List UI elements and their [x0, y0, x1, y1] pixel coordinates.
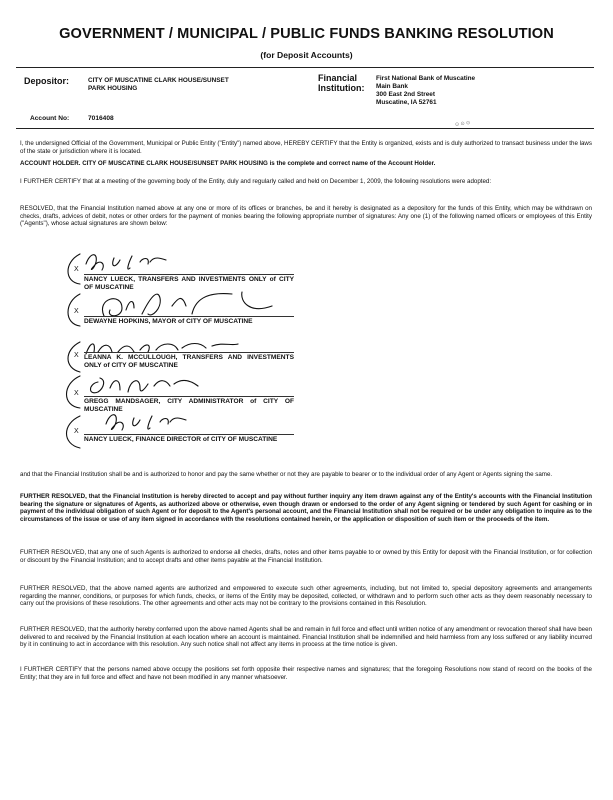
official-stamp: ⊙ ⊙ ⊙	[454, 119, 471, 129]
certify-paragraph: I, the undersigned Official of the Government, Municipal or Public Entity ("Entity") named above, HEREBY CERTIFY that the Entity is organized, exists and is duly authorized to transact business under the laws of the state or jurisdiction where it is located.	[20, 140, 592, 155]
signature-4-line	[84, 396, 294, 397]
further-resolved-accept-pay	[20, 493, 592, 523]
institution-label-2: Institution:	[318, 83, 365, 93]
signature-4-mark: X	[74, 390, 79, 397]
further-resolved-authority: FURTHER RESOLVED, that the authority hereby conferred upon the above named Agents shall be and remain in full force and effect until written notice of any amendment or revocation thereof shall have been delivered to and received by the Financial Institution at each location where an account is maintained. Financial Institution shall be indemnified and held harmless from any loss suffered or any liability incurred by it in continuing to act in accordance with this resolution. Any such notice shall not affect any items in process at the time notice is given.	[20, 626, 592, 649]
header-top-rule	[16, 67, 594, 68]
signature-3-line	[84, 352, 294, 353]
signature-1-line	[84, 274, 294, 275]
header-bottom-rule	[16, 128, 594, 129]
institution-line-2: Main Bank	[376, 83, 408, 90]
further-resolved-endorse: FURTHER RESOLVED, that any one of such Agents is authorized to endorse all checks, drafts, notes and other items payable to or owned by this Entity for deposit with the Financial Institution, or for collection or discount by the Financial Institution; and to accept drafts and other items payable at the Financial Institution.	[20, 549, 592, 564]
account-holder-paragraph: ACCOUNT HOLDER. CITY OF MUSCATINE CLARK HOUSE/SUNSET PARK HOUSING is the complete and correct name of the Account Holder.	[20, 160, 436, 167]
institution-line-1: First National Bank of Muscatine	[376, 75, 476, 82]
signatory-3-name: LEANNA K. MCCULLOUGH, TRANSFERS AND INVESTMENTS ONLY of CITY OF MUSCATINE	[84, 354, 294, 369]
institution-line-3: 300 East 2nd Street	[376, 91, 435, 98]
signature-1-mark: X	[74, 266, 79, 273]
further-resolved-agreements: FURTHER RESOLVED, that the above named agents are authorized and empowered to execute such other agreements, including, but not limited to, special depository agreements and arrangements regarding the manner, conditions, or purposes for which funds, checks, or items of the Entity may be deposited, collected, or withdrawn and to perform such other acts as they deem reasonably necessary to carry out the provisions of these resolutions. The other agreements and other acts may not be contrary to the provisions contained in this Resolution.	[20, 585, 592, 608]
document-subtitle: (for Deposit Accounts)	[260, 50, 353, 60]
depositor-line-2: PARK HOUSING	[88, 85, 138, 92]
depositor-label: Depositor:	[24, 76, 69, 86]
document-title: GOVERNMENT / MUNICIPAL / PUBLIC FUNDS BANKING RESOLUTION	[59, 26, 554, 42]
institution-label-1: Financial	[318, 73, 358, 83]
signature-5-line	[84, 434, 294, 435]
resolved-paragraph: RESOLVED, that the Financial Institution named above at any one or more of its offices or branches, be and it hereby is designated as a depository for the funds of this Entity, which may be withdrawn on checks, drafts, advices of debit, notes or other orders for the payment of monies bearing the following appropriate number of signatures: Any one (1) of the following named officers or employees of this Entity ("Agents"), whose actual signatures are shown below:	[20, 205, 592, 228]
further-resolved-accept-pay-text: FURTHER RESOLVED, that the Financial Institution is hereby directed to accept and pay without further inquiry any item drawn against any of the Entity's accounts with the Financial Institution bearing the signature or signatures of Agents, as authorized above or otherwise, even though drawn or endorsed to the order of any Agent signing or tendered by such Agent for cashing or in payment of the individual obligation of such Agent or for deposit to the Agent's personal account, and the Financial Institution shall not be required or be under any obligation to inquire as to the circumstances of the issue or use of any item signed in accordance with the resolutions contained herein, or the application or disposition of such item or the proceeds of the item.	[20, 493, 592, 523]
account-number: 7016408	[88, 115, 114, 122]
signature-2-mark: X	[74, 308, 79, 315]
institution-line-4: Muscatine, IA 52761	[376, 99, 437, 106]
further-certify-meeting: I FURTHER CERTIFY that at a meeting of the governing body of the Entity, duly and regularly called and held on December 1, 2009, the following resolutions were adopted:	[20, 178, 492, 185]
honor-and-pay-paragraph: and that the Financial Institution shall be and is authorized to honor and pay the same whether or not they are payable to bearer or to the individual order of any Agent or Agents signing the same.	[20, 471, 553, 478]
account-label: Account No:	[30, 115, 70, 122]
signatory-5-name: NANCY LUECK, FINANCE DIRECTOR of CITY OF MUSCATINE	[84, 436, 278, 443]
signature-5-mark: X	[74, 428, 79, 435]
signature-3-mark: X	[74, 352, 79, 359]
signatory-2-name: DEWAYNE HOPKINS, MAYOR of CITY OF MUSCATINE	[84, 318, 253, 325]
signatory-1-name: NANCY LUECK, TRANSFERS AND INVESTMENTS ONLY of CITY OF MUSCATINE	[84, 276, 294, 291]
signature-1-handwriting	[80, 250, 280, 276]
signature-2-line	[84, 316, 294, 317]
signature-5-handwriting	[100, 410, 300, 436]
signatory-4-name: GREGG MANDSAGER, CITY ADMINISTRATOR of CITY OF MUSCATINE	[84, 398, 294, 413]
further-certify-positions: I FURTHER CERTIFY that the persons named above occupy the positions set forth opposite their respective names and signatures; that the foregoing Resolutions now stand of record on the books of the Entity; that they are in full force and effect and have not been modified in any manner whatsoever.	[20, 666, 592, 681]
depositor-line-1: CITY OF MUSCATINE CLARK HOUSE/SUNSET	[88, 77, 229, 84]
